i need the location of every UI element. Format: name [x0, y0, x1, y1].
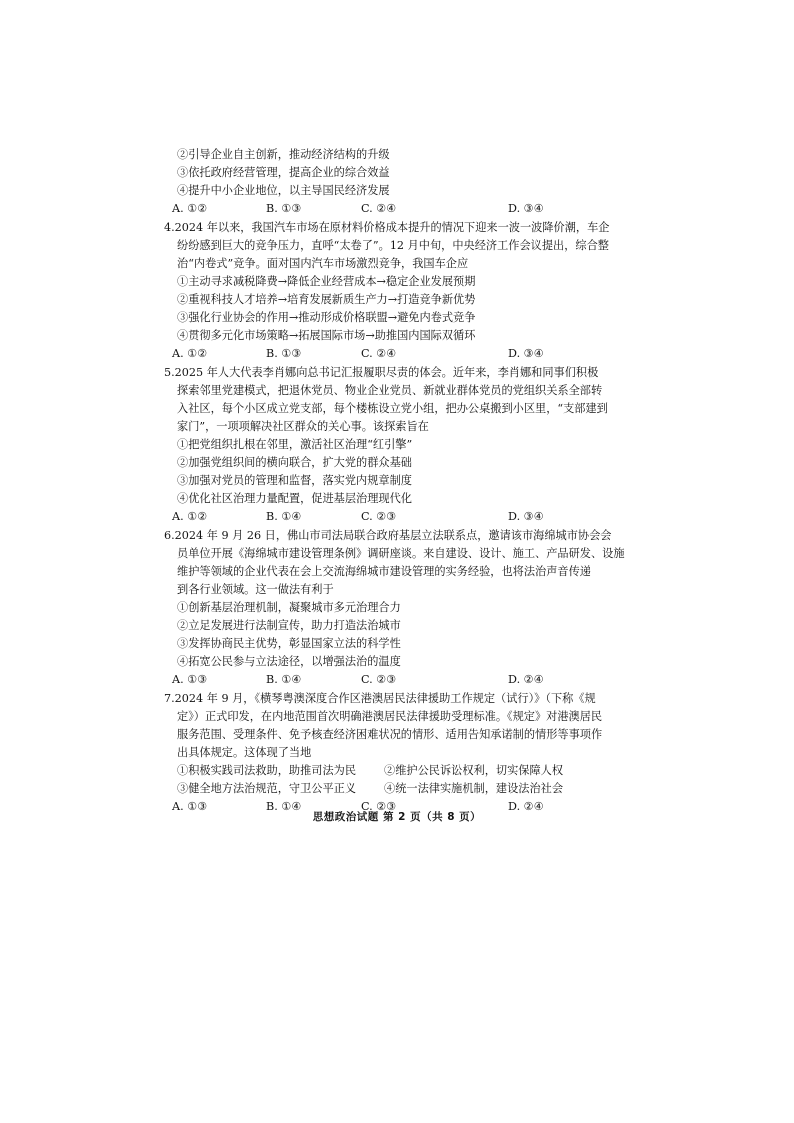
q7-option-3: ③健全地方法治规范，守卫公平正义	[177, 782, 357, 795]
q7-option-1: ①积极实践司法救助，助推司法为民	[177, 764, 357, 777]
q7-stem-line: 出具体规定。这体现了当地	[177, 746, 312, 759]
q3-choice-d: D. ③④	[508, 202, 544, 215]
q6-option-2: ②立足发展进行法制宣传，助力打造法治城市	[177, 619, 401, 632]
q6-choice-b: B. ①④	[266, 673, 302, 686]
q4-option-2: ②重视科技人才培养→培育发展新质生产力→打造竞争新优势	[177, 293, 476, 306]
q5-option-2: ②加强党组织间的横向联合，扩大党的群众基础	[177, 456, 412, 469]
q7-option-4: ④统一法律实施机制，建设法治社会	[384, 782, 564, 795]
q5-choice-c: C. ②③	[361, 510, 397, 523]
q7-choice-d: D. ②④	[508, 800, 544, 813]
q5-choice-d: D. ③④	[508, 510, 544, 523]
q3-choice-a: A. ①②	[172, 202, 208, 215]
q6-stem-line: 维护等领域的企业代表在会上交流海绵城市建设管理的实务经验，也将法治声音传递	[177, 565, 591, 578]
q3-option-3: ③依托政府经营管理，提高企业的综合效益	[177, 166, 390, 179]
q4-stem-line: 纷纷感到巨大的竞争压力，直呼“太卷了”。12 月中旬，中央经济工作会议提出，综合整	[177, 239, 609, 252]
q7-option-2: ②维护公民诉讼权利，切实保障人权	[384, 764, 564, 777]
q7-choice-a: A. ①③	[172, 800, 208, 813]
q3-option-4: ④提升中小企业地位，以主导国民经济发展	[177, 184, 390, 197]
q4-choice-b: B. ①③	[266, 347, 302, 360]
q4-choice-a: A. ①②	[172, 347, 208, 360]
question-5	[164, 364, 618, 526]
q7-stem-line: 7.2024 年 9 月，《横琴粤澳深度合作区港澳居民法律援助工作规定（试行）》（下称《规	[164, 692, 596, 705]
q6-choice-a: A. ①③	[172, 673, 208, 686]
exam-content	[164, 146, 625, 816]
q5-stem-line: 家门”，一项项解决社区群众的关心事。该探索旨在	[177, 420, 429, 433]
q5-stem-line: 入社区，每个小区成立党支部，每个楼栋设立党小组，把办公桌搬到小区里，“支部建到	[177, 402, 608, 415]
q5-stem-line: 5.2025 年人大代表李肖娜向总书记汇报履职尽责的体会。近年来，李肖娜和同事们积极	[164, 366, 599, 379]
q5-option-4: ④优化社区治理力量配置，促进基层治理现代化	[177, 492, 412, 505]
q7-stem-line: 定》）正式印发，在内地范围首次明确港澳居民法律援助受理标准。《规定》对港澳居民	[177, 710, 603, 723]
q4-option-1: ①主动寻求减税降费→降低企业经营成本→稳定企业发展预期	[177, 275, 476, 288]
q5-option-3: ③加强对党员的管理和监督，落实党内规章制度	[177, 474, 412, 487]
page-footer: 思想政治试题 第 2 页（共 8 页）	[312, 811, 482, 823]
q6-choices	[172, 671, 618, 689]
q5-option-1: ①把党组织扎根在邻里，激活社区治理“红引擎”	[177, 438, 413, 451]
q6-stem-line: 6.2024 年 9 月 26 日，佛山市司法局联合政府基层立法联系点，邀请该市海绵城市协会会	[164, 529, 612, 542]
q7-choice-c: C. ②③	[361, 800, 397, 813]
q6-option-4: ④拓宽公民参与立法途径，以增强法治的温度	[177, 655, 401, 668]
q3-choice-c: C. ②④	[361, 202, 397, 215]
q6-option-1: ①创新基层治理机制，凝聚城市多元治理合力	[177, 601, 401, 614]
q3-choices	[172, 200, 618, 218]
q5-choice-b: B. ①④	[266, 510, 302, 523]
q6-choice-d: D. ②④	[508, 673, 544, 686]
question-3-tail	[164, 146, 618, 218]
q4-stem-line: 治“内卷式”竞争。面对国内汽车市场激烈竞争，我国车企应	[177, 257, 469, 270]
q3-option-2: ②引导企业自主创新，推动经济结构的升级	[177, 148, 390, 161]
q5-choices	[172, 508, 618, 526]
question-6	[164, 527, 625, 689]
q6-stem-line: 到各行业领域。这一做法有利于	[177, 583, 334, 596]
q5-choice-a: A. ①②	[172, 510, 208, 523]
q3-choice-b: B. ①③	[266, 202, 302, 215]
q6-choice-c: C. ②③	[361, 673, 397, 686]
q6-stem-line: 员单位开展《海绵城市建设管理条例》调研座谈。来自建设、设计、施工、产品研发、设施	[177, 547, 625, 560]
q6-option-3: ③发挥协商民主优势，彰显国家立法的科学性	[177, 637, 401, 650]
q4-choice-c: C. ②④	[361, 347, 397, 360]
question-7	[164, 690, 618, 816]
question-4	[164, 219, 618, 363]
q7-options-row	[164, 762, 618, 780]
q7-options-row	[164, 780, 618, 798]
q7-stem-line: 服务范围、受理条件、免予核查经济困难状况的情形、适用告知承诺制的情形等事项作	[177, 728, 603, 741]
q4-option-3: ③强化行业协会的作用→推动形成价格联盟→避免内卷式竞争	[177, 311, 476, 324]
q7-choice-b: B. ①④	[266, 800, 302, 813]
q4-choice-d: D. ③④	[508, 347, 544, 360]
q4-option-4: ④贯彻多元化市场策略→拓展国际市场→助推国内国际双循环	[177, 329, 476, 342]
q4-stem-line: 4.2024 年以来，我国汽车市场在原材料价格成本提升的情况下迎来一波一波降价潮，车企	[164, 221, 610, 234]
q5-stem-line: 探索邻里党建模式，把退休党员、物业企业党员、新就业群体党员的党组织关系全部转	[177, 384, 603, 397]
q4-choices	[172, 345, 618, 363]
